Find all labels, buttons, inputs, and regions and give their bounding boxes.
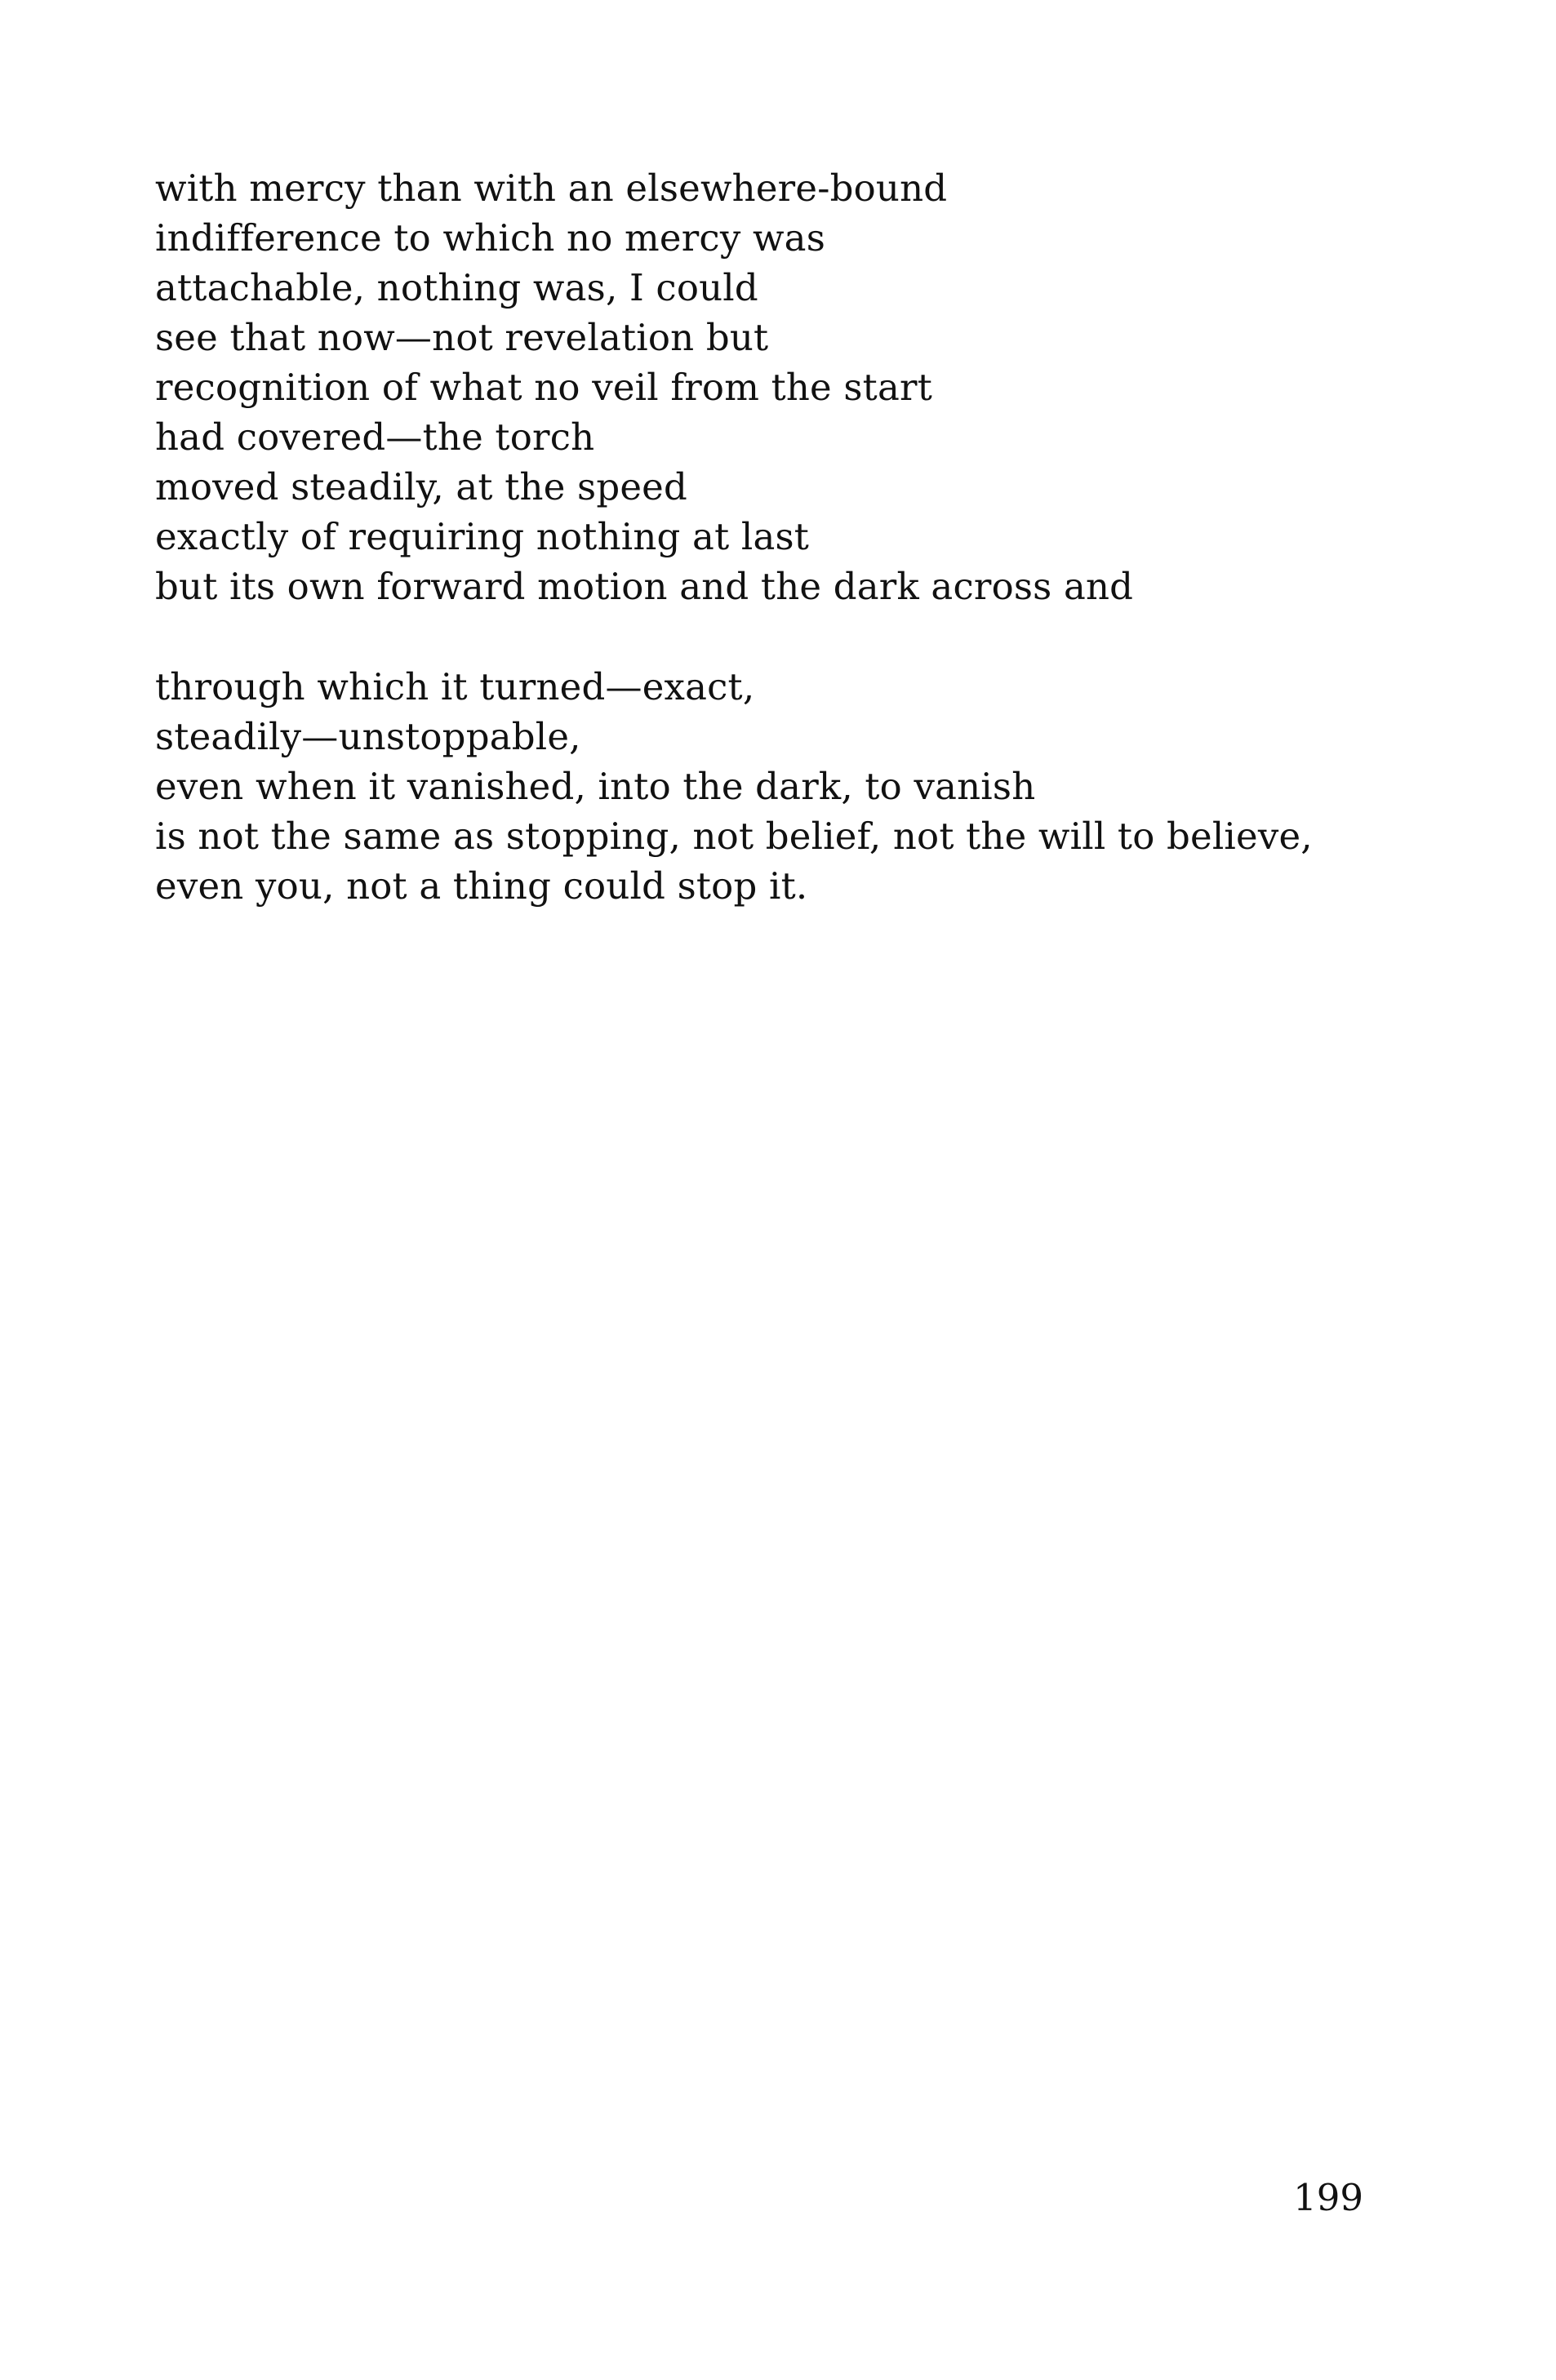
poem-line: with mercy than with an elsewhere-bound <box>155 167 948 210</box>
poem-text <box>155 163 1429 911</box>
poem-line: even you, not a thing could stop it. <box>155 864 808 908</box>
poem-line: steadily—unstoppable, <box>155 715 581 758</box>
poem-line: even when it vanished, into the dark, to vanish <box>155 765 1036 808</box>
poem-line: had covered—the torch <box>155 415 595 459</box>
poem-line: is not the same as stopping, not belief, not the will to believe, <box>155 815 1313 858</box>
poem-line: recognition of what no veil from the start <box>155 366 932 409</box>
stanza-2 <box>155 662 1429 911</box>
poem-line: indifference to which no mercy was <box>155 216 825 260</box>
poem-line: exactly of requiring nothing at last <box>155 515 810 558</box>
poem-line: attachable, nothing was, I could <box>155 266 758 309</box>
poem-line: moved steadily, at the speed <box>155 465 687 508</box>
poem-line: through which it turned—exact, <box>155 665 755 708</box>
poem-line: see that now—not revelation but <box>155 316 769 359</box>
stanza-1 <box>155 163 1429 611</box>
page-number: 199 <box>1293 2176 1363 2219</box>
poem-line: but its own forward motion and the dark across and <box>155 565 1134 608</box>
